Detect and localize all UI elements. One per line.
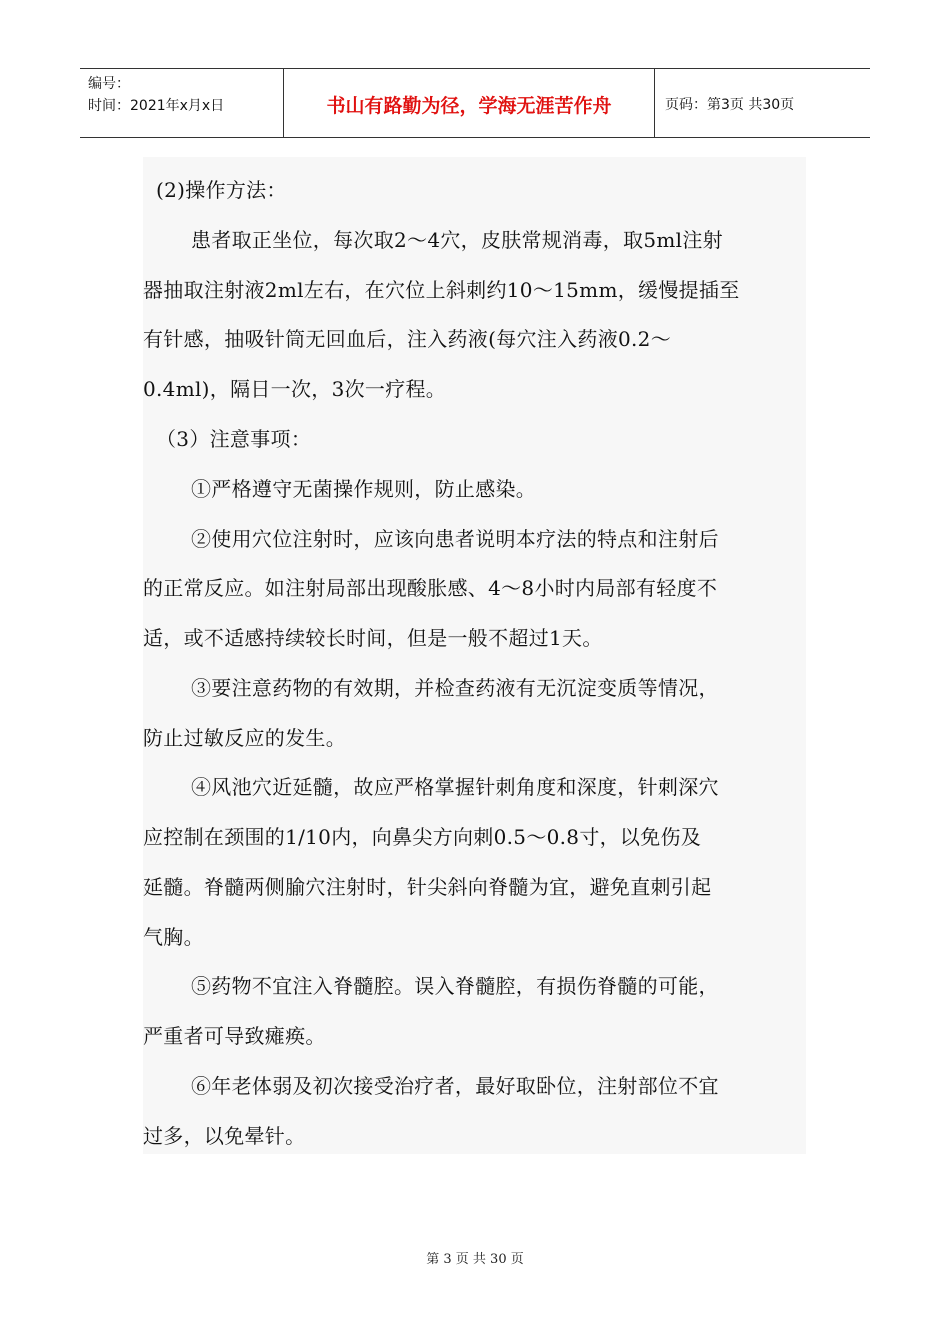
- paragraph-line: 有针感，抽吸针筒无回血后，注入药液(每穴注入药液0.2～: [143, 327, 672, 351]
- date-label: 时间：2021年x月x日: [88, 98, 225, 114]
- paragraph-line: 延髓。脊髓两侧腧穴注射时，针尖斜向脊髓为宜，避免直刺引起: [143, 875, 712, 899]
- paragraph-line: 患者取正坐位，每次取2～4穴，皮肤常规消毒，取5ml注射: [191, 228, 723, 252]
- paragraph-line: 严重者可导致瘫痪。: [143, 1024, 326, 1048]
- paragraph-line: ⑤药物不宜注入脊髓腔。误入脊髓腔，有损伤脊髓的可能，: [191, 974, 719, 998]
- header-page-cell: [655, 69, 870, 137]
- section-heading: （3）注意事项：: [156, 427, 312, 451]
- paragraph-line: 的正常反应。如注射局部出现酸胀感、4～8小时内局部有轻度不: [143, 576, 718, 600]
- header-motto-cell: [284, 69, 655, 137]
- paragraph-line: ④风池穴近延髓，故应严格掌握针刺角度和深度，针刺深穴: [191, 775, 719, 799]
- paragraph-line: ①严格遵守无菌操作规则，防止感染。: [191, 477, 537, 501]
- page-footer: 第 3 页 共 30 页: [426, 1252, 524, 1267]
- paragraph-line: 防止过敏反应的发生。: [143, 726, 346, 750]
- header-motto: 书山有路勤为径，学海无涯苦作舟: [326, 95, 612, 117]
- section-heading: (2)操作方法：: [156, 178, 287, 202]
- paragraph-line: 0.4ml)，隔日一次，3次一疗程。: [143, 377, 447, 401]
- header-meta-cell: [80, 69, 284, 137]
- paragraph-line: 过多，以免晕针。: [143, 1124, 306, 1148]
- paragraph-line: ②使用穴位注射时，应该向患者说明本疗法的特点和注射后: [191, 527, 719, 551]
- paragraph-line: 气胸。: [143, 925, 204, 949]
- paragraph-line: ③要注意药物的有效期，并检查药液有无沉淀变质等情况，: [191, 676, 719, 700]
- paragraph-line: 适，或不适感持续较长时间，但是一般不超过1天。: [143, 626, 603, 650]
- paragraph-line: ⑥年老体弱及初次接受治疗者，最好取卧位，注射部位不宜: [191, 1074, 719, 1098]
- header-page-info: 页码：第3页 共30页: [665, 97, 795, 113]
- page-header: [80, 68, 870, 138]
- paragraph-line: 器抽取注射液2ml左右，在穴位上斜刺约10～15mm，缓慢提插至: [143, 278, 740, 302]
- document-body: [143, 157, 806, 1154]
- paragraph-line: 应控制在颈围的1/10内，向鼻尖方向刺0.5～0.8寸，以免伤及: [143, 825, 702, 849]
- serial-number-label: 编号：: [88, 76, 130, 92]
